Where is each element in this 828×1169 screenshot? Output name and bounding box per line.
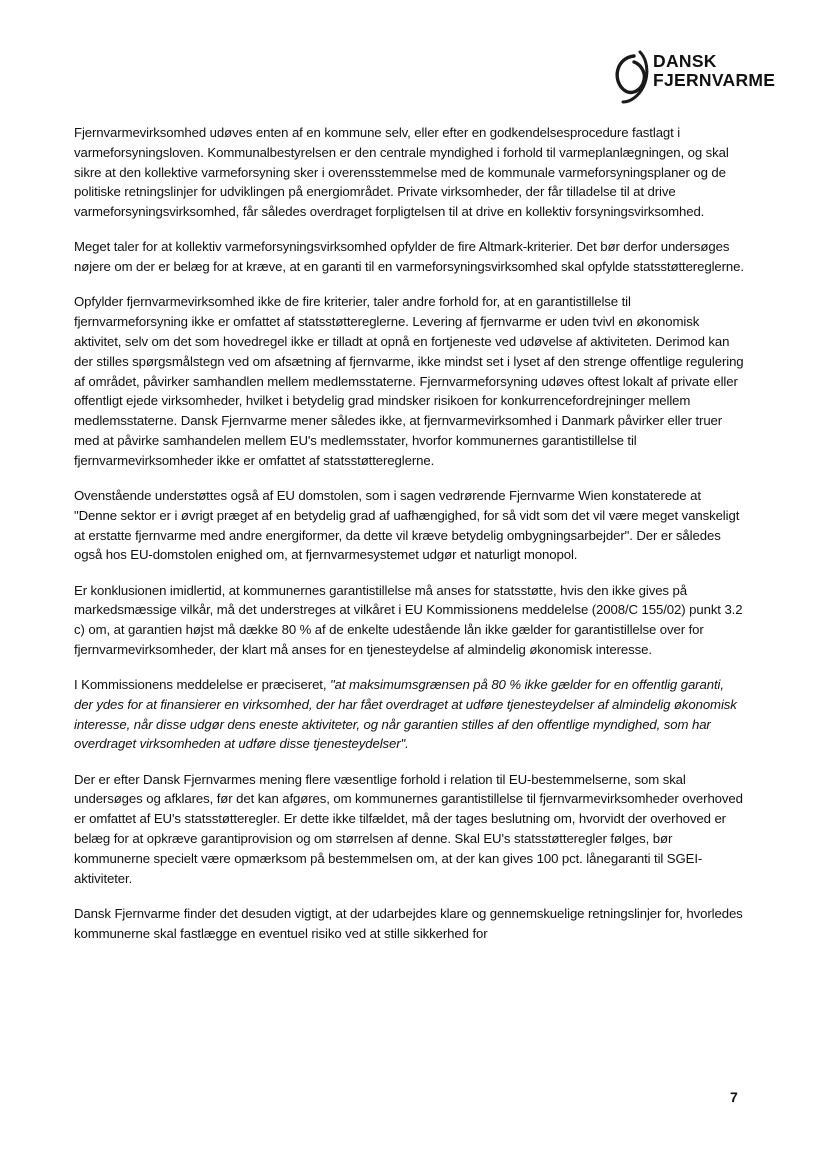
paragraph-4: Ovenstående understøttes også af EU domstolen, som i sagen vedrørende Fjernvarme Wien konstaterede at "Denne sektor er i øvrigt præget af en betydelig grad af uafhængighed, for så vidt som det vil være meget vanskeligt at erstatte fjernvarme med andre energiformer, da dette vil kræve betydelig ombygningsarbejder". Der er således også hos EU-domstolen enighed om, at fjernvarmesystemet udgør et naturligt monopol. (74, 487, 740, 563)
paragraph-5: Er konklusionen imidlertid, at kommunernes garantistillelse må anses for statsstøtte, hvis den ikke gives på markedsmæssige vilkår, må det understreges at vilkåret i EU Kommissionens meddelelse (2008/C 155/02) punkt 3.2 c) om, at garantien højst må dække 80 % af de enkelte udestående lån ikke gælder for garantistillelse over for fjernvarmevirksomheder, der klart må anses for en tjenesteydelse af almindelig økonomisk interesse. (74, 582, 743, 657)
paragraph-6-quote: "at maksimumsgrænsen på 80 % ikke gælder for en offentlig garanti, der ydes for at finansierer en virksomhed, der har fået overdraget at udføre tjenesteydelser af almindelig økonomisk interesse, når disse udgør dens eneste aktiviteter, og når garantien stilles af den offentlige myndighed, som har overdraget virksomheden at udføre disse tjenesteydelser". (74, 677, 737, 752)
paragraph-8: Dansk Fjernvarme finder det desuden vigtigt, at der udarbejdes klare og gennemskuelige retningslinjer for, hvorledes kommunerne skal fastlægge en eventuel risiko ved at stille sikkerhed for (74, 905, 743, 941)
page-number: 7 (730, 1089, 738, 1105)
logo-line-2: FJERNVARME (653, 70, 776, 90)
body-text (74, 123, 746, 959)
logo (610, 48, 790, 108)
logo-wordmark (653, 52, 775, 90)
paragraph-1: Fjernvarmevirksomhed udøves enten af en kommune selv, eller efter en godkendelsesprocedure fastlagt i varmeforsyningsloven. Kommunalbestyrelsen er den centrale myndighed i forhold til varmeplanlægningen, og skal sikre at den kollektive varmeforsyning sker i overensstemmelse med de kommunale varmeforsyningsplaner og de politiske retningslinjer for udviklingen på energiområdet. Private virksomheder, der får tilladelse til at drive varmeforsyningsvirksomhed, får således overdraget forpligtelsen til at drive en kollektiv forsyningsvirksomhed. (74, 125, 729, 220)
paragraph-3: Opfylder fjernvarmevirksomhed ikke de fire kriterier, taler andre forhold for, at en garantistillelse til fjernvarmeforsyning ikke er omfattet af statsstøttereglerne. Levering af fjernvarme er uden tvivl en økonomisk aktivitet, selv om det som hovedregel ikke er tilladt at opnå en fortjeneste ved udøvelse af aktiviteten. Derimod kan der stilles spørgsmålstegn ved om afsætning af fjernvarme, ikke mindst set i lyset af den strenge offentlige regulering af området, påvirker samhandlen mellem medlemsstaterne. Fjernvarmeforsyning udøves oftest lokalt af private eller offentligt ejede virksomheder, hvilket i betydelig grad mindsker risikoen for konkurrencefordrejninger mellem medlemsstaterne. Dansk Fjernvarme mener således ikke, at fjernvarmevirksomhed i Danmark påvirker eller truer med at påvirke samhandelen mellem EU's medlemsstater, hvorfor kommunernes garantistillelse til fjernvarmevirksomheder ikke er omfattet af statsstøttereglerne. (74, 294, 744, 468)
paragraph-6 (74, 675, 746, 754)
paragraph-2: Meget taler for at kollektiv varmeforsyningsvirksomhed opfylder de fire Altmark-kriterier. Det bør derfor undersøges nøjere om der er belæg for at kræve, at en garanti til en varmeforsyningsvirksomhed skal opfylde statsstøttereglerne. (74, 239, 744, 275)
logo-line-1: DANSK (653, 51, 717, 71)
paragraph-7: Der er efter Dansk Fjernvarmes mening flere væsentlige forhold i relation til EU-bestemmelserne, som skal undersøges og afklares, før det kan afgøres, om kommunernes garantistillelse til fjernvarmevirksomheder overhoved er omfattet af EU's statsstøtteregler. Er dette ikke tilfældet, må der tages beslutning om, hvorvidt der overhoved er belæg for at opkræve garantiprovision og om størrelsen af denne. Skal EU's statsstøtteregler følges, bør kommunerne specielt være opmærksom på bestemmelsen om, at der kan gives 100 pct. lånegaranti til SGEI-aktiviteter. (74, 771, 743, 886)
dansk-fjernvarme-logo-icon (610, 50, 650, 104)
paragraph-6-plain: I Kommissionens meddelelse er præciseret, (74, 677, 330, 693)
